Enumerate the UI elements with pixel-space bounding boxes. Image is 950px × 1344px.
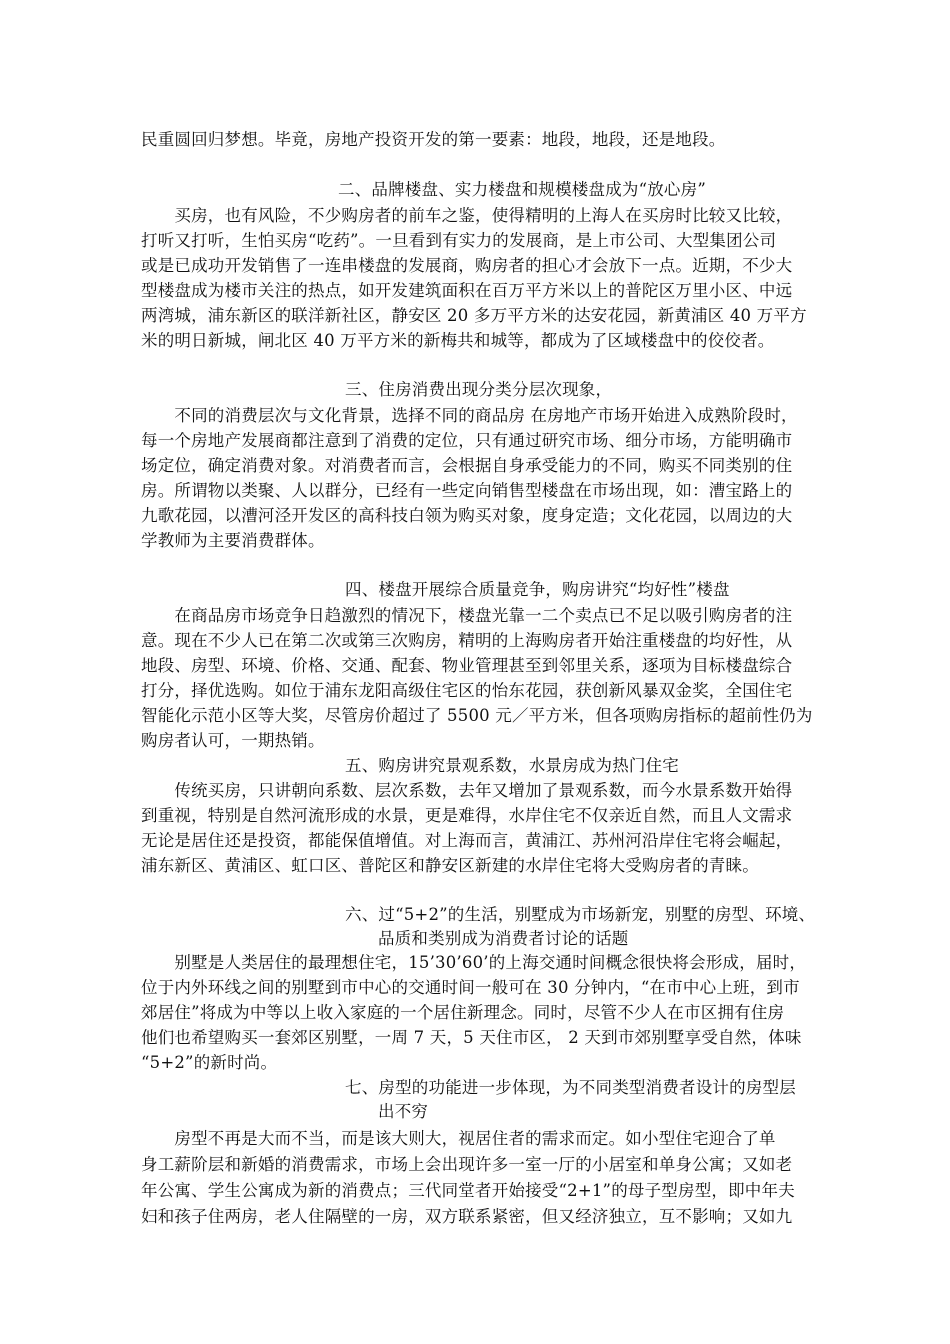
- paragraph-line: 两湾城，浦东新区的联洋新社区，静安区 20 多万平方米的达安花园，新黄浦区 40 万平方: [141, 306, 807, 325]
- section-heading: 七、房型的功能进一步体现，为不同类型消费者设计的房型层: [345, 1078, 796, 1097]
- paragraph-line: 别墅是人类居住的最理想住宅，15’30’60’的上海交通时间概念很快将会形成，届时，: [141, 953, 807, 972]
- paragraph-line: 不同的消费层次与文化背景，选择不同的商品房 在房地产市场开始进入成熟阶段时，: [141, 406, 798, 425]
- paragraph-line: 场定位，确定消费对象。对消费者而言，会根据自身承受能力的不同，购买不同类别的住: [141, 456, 793, 475]
- paragraph-line: 每一个房地产发展商都注意到了消费的定位，只有通过研究市场、细分市场，方能明确市: [141, 431, 793, 450]
- paragraph-line: 到重视，特别是自然河流形成的水景，更是难得，水岸住宅不仅亲近自然，而且人文需求: [141, 806, 793, 825]
- paragraph-line: 米的明日新城，闸北区 40 万平方米的新梅共和城等，都成为了区域楼盘中的佼佼者。: [141, 331, 775, 350]
- paragraph-line: 在商品房市场竞争日趋激烈的情况下，楼盘光靠一二个卖点已不足以吸引购房者的注: [141, 606, 793, 625]
- section-heading-cont: 出不穷: [378, 1102, 429, 1121]
- paragraph-line: 身工薪阶层和新婚的消费需求，市场上会出现许多一室一厅的小居室和单身公寓；又如老: [141, 1155, 793, 1174]
- paragraph-line: 或是已成功开发销售了一连串楼盘的发展商，购房者的担心才会放下一点。近期，不少大: [141, 256, 793, 275]
- paragraph-line: 年公寓、学生公寓成为新的消费点；三代同堂者开始接受“2+1”的母子型房型，即中年夫: [141, 1181, 795, 1200]
- paragraph-line: 妇和孩子住两房，老人住隔壁的一房，双方联系紧密，但又经济独立，互不影响；又如九: [141, 1207, 793, 1226]
- paragraph-line: 无论是居住还是投资，都能保值增值。对上海而言，黄浦江、苏州河沿岸住宅将会崛起，: [141, 831, 793, 850]
- paragraph-line: “5+2”的新时尚。: [141, 1053, 278, 1072]
- paragraph-line: 买房，也有风险，不少购房者的前车之鉴，使得精明的上海人在买房时比较又比较，: [141, 206, 793, 225]
- paragraph-line: 地段、房型、环境、价格、交通、配套、物业管理甚至到邻里关系，逐项为目标楼盘综合: [141, 656, 793, 675]
- paragraph-line: 智能化示范小区等大奖，尽管房价超过了 5500 元／平方米，但各项购房指标的超前性仍为: [141, 706, 813, 725]
- paragraph-line: 民重圆回归梦想。毕竟，房地产投资开发的第一要素：地段，地段，还是地段。: [141, 130, 726, 149]
- section-heading: 三、住房消费出现分类分层次现象，: [345, 380, 613, 399]
- paragraph-line: 房型不再是大而不当，而是该大则大，视居住者的需求而定。如小型住宅迎合了单: [141, 1129, 776, 1148]
- paragraph-line: 房。所谓物以类聚、人以群分，已经有一些定向销售型楼盘在市场出现，如：漕宝路上的: [141, 481, 793, 500]
- paragraph-line: 他们也希望购买一套郊区别墅，一周 7 天，5 天住市区， 2 天到市郊别墅享受自然，体味: [141, 1028, 802, 1047]
- section-heading: 四、楼盘开展综合质量竞争，购房讲究“均好性”楼盘: [345, 580, 730, 599]
- paragraph-line: 九歌花园，以漕河泾开发区的高科技白领为购买对象，度身定造；文化花园，以周边的大: [141, 506, 793, 525]
- paragraph-line: 打分，择优选购。如位于浦东龙阳高级住宅区的怡东花园，获创新风暴双金奖，全国住宅: [141, 681, 793, 700]
- section-heading-cont: 品质和类别成为消费者讨论的话题: [378, 929, 629, 948]
- paragraph-line: 意。现在不少人已在第二次或第三次购房，精明的上海购房者开始注重楼盘的均好性，从: [141, 631, 793, 650]
- section-heading: 六、过“5+2”的生活，别墅成为市场新宠，别墅的房型、环境、: [345, 905, 816, 924]
- paragraph-line: 购房者认可，一期热销。: [141, 731, 325, 750]
- paragraph-line: 郊居住”将成为中等以上收入家庭的一个居住新理念。同时，尽管不少人在市区拥有住房: [141, 1003, 785, 1022]
- paragraph-line: 打听又打听，生怕买房“吃药”。一旦看到有实力的发展商，是上市公司、大型集团公司: [141, 231, 777, 250]
- section-heading: 二、品牌楼盘、实力楼盘和规模楼盘成为“放心房”: [338, 180, 706, 199]
- section-heading: 五、购房讲究景观系数，水景房成为热门住宅: [345, 756, 679, 775]
- paragraph-line: 位于内外环线之间的别墅到市中心的交通时间一般可在 30 分钟内，“在市中心上班，到市: [141, 978, 800, 997]
- paragraph-line: 学教师为主要消费群体。: [141, 531, 325, 550]
- paragraph-line: 传统买房，只讲朝向系数、层次系数，去年又增加了景观系数，而今水景系数开始得: [141, 781, 793, 800]
- paragraph-line: 浦东新区、黄浦区、虹口区、普陀区和静安区新建的水岸住宅将大受购房者的青睐。: [141, 856, 759, 875]
- paragraph-line: 型楼盘成为楼市关注的热点，如开发建筑面积在百万平方米以上的普陀区万里小区、中远: [141, 281, 793, 300]
